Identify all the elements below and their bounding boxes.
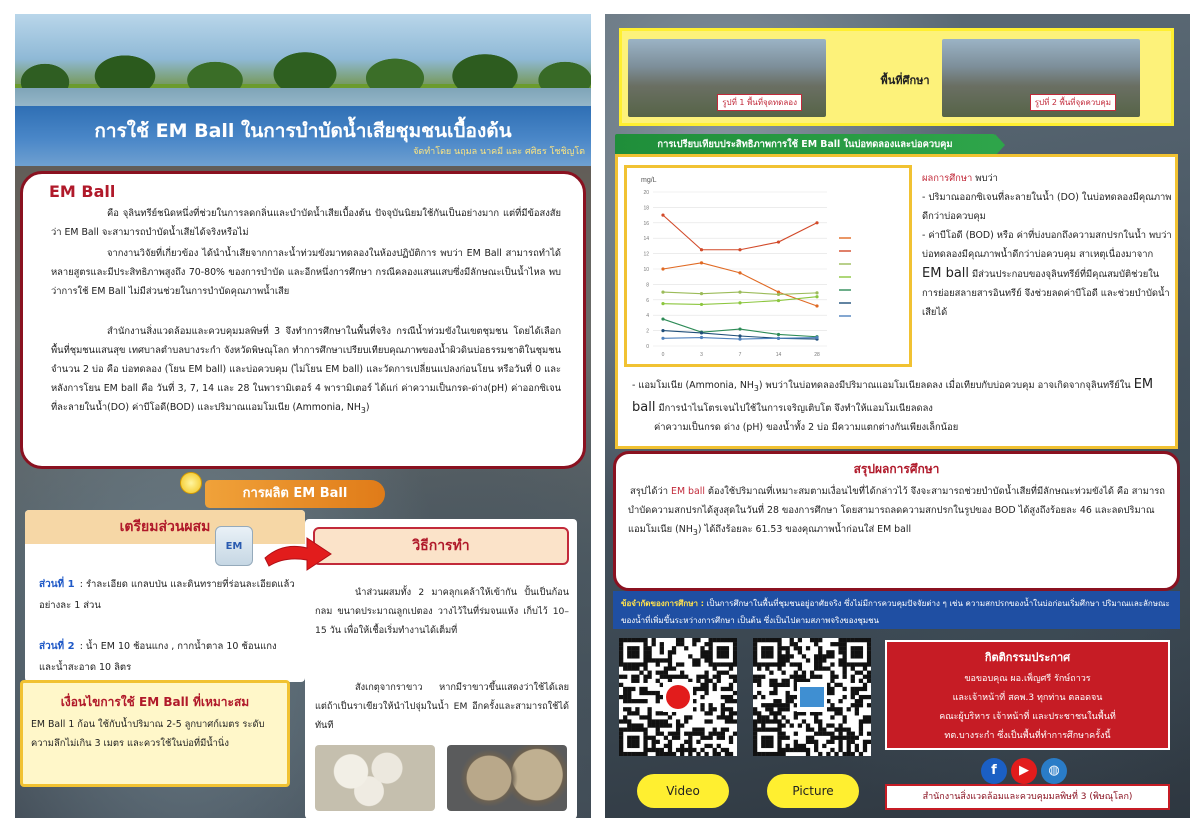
ammonia-result-a: - แอมโมเนีย (Ammonia, NH (632, 380, 754, 391)
ammonia-subscript: 3 (753, 383, 759, 393)
do-result: - ปริมาณออกซิเจนที่ละลายในน้ำ (DO) ในบ่อทดลองมีคุณภาพดีกว่าบ่อควบคุม (922, 192, 1172, 222)
chart-y-tick-label: 6 (646, 297, 649, 304)
ammonia-result-c: มีการนำไนโตรเจนไปใช้ในการเจริญเติบโต จึงทำให้แอมโมเนียลดลง (655, 402, 933, 414)
picture-qr-code[interactable] (753, 638, 871, 756)
conclusion-card (613, 451, 1180, 591)
study-area-label: พื้นที่ศึกษา (880, 74, 930, 87)
chart-point (661, 214, 664, 217)
study-area-bar (619, 28, 1174, 126)
limitations-text: เป็นการศึกษาในพื้นที่ชุมชนอยู่อาศัยจริง ซึ่งไม่มีการควบคุมปัจจัยต่าง ๆ เช่น ความสกปรกของน้ำในบ่อก่อนเริ่มศึกษา ปริมาณและลักษณะของน้ำที่เพิ่มขึ้นระหว่างการศึกษา เป็นต้น ซึ่งเป็นไปตามสภาพจริงของชุมชน (621, 599, 1170, 625)
bod-result-a: - ค่าบีโอดี (BOD) หรือ ค่าที่บ่งบอกถึงความสกปรกในน้ำ พบว่าบ่อทดลองมีคุณภาพน้ำดีกว่าบ่อควบคุม สาเหตุเนื่องมาจาก (922, 230, 1172, 260)
facebook-icon[interactable]: f (981, 758, 1007, 784)
em-jug-icon: EM (215, 526, 253, 566)
nh3-subscript: 3 (360, 405, 366, 415)
ammonia-result-b: ) พบว่าในบ่อทดลองมีปริมาณแอมโมเนียลดลง เมื่อเทียบกับบ่อควบคุม อาจเกิดจากจุลินทรีย์ใน (758, 380, 1134, 391)
chart-point (738, 291, 741, 294)
picture-button[interactable]: Picture (767, 774, 859, 808)
lightbulb-icon (180, 472, 202, 494)
results-detail-text (632, 375, 1172, 437)
chart-point (738, 327, 741, 330)
chart-point (738, 301, 741, 304)
acknowledgement-body (887, 670, 1168, 746)
chart-y-tick-label: 4 (646, 313, 649, 320)
part-1-row (39, 572, 295, 614)
chart-point (815, 295, 818, 298)
acknowledgement-line-3: คณะผู้บริหาร เจ้าหน้าที่ และประชาชนในพื้นที่ (939, 712, 1116, 722)
conclusion-subscript: 3 (692, 527, 698, 537)
right-poster-panel (605, 14, 1190, 818)
method-heading: วิธีการทำ (313, 527, 569, 565)
em-ball-drying-photo (315, 745, 435, 811)
chart-x-tick-label: 3 (700, 352, 703, 358)
chart-series-line (663, 215, 817, 250)
chart-x-tick-label: 7 (738, 352, 742, 358)
results-heading-tail: พบว่า (972, 173, 998, 184)
video-qr-code[interactable] (619, 638, 737, 756)
chart-point (777, 337, 780, 340)
chart-point (661, 337, 664, 340)
part-2-row (39, 634, 295, 676)
chart-y-tick-label: 20 (643, 190, 649, 196)
acknowledgement-line-1: ขอขอบคุณ ผอ.เพ็ญศรี รักษ์ถาวร (964, 674, 1091, 684)
usage-condition-text: EM Ball 1 ก้อน ใช้กับน้ำปริมาณ 2-5 ลูกบาศก์เมตร ระดับความลึกไม่เกิน 3 เมตร และควรใช้ในบ่อที่มีน้ำนิ่ง (31, 719, 265, 749)
chart-point (700, 248, 703, 251)
em-ball-paragraph-3-text: สำนักงานสิ่งแวดล้อมและควบคุมมลพิษที่ 3 จึงทำการศึกษาในพื้นที่จริง กรณีน้ำท่วมขังในเขตชุมชน โดยได้เลือกพื้นที่ชุมชนแสนสุข เทศบาลตำบลบางระกำ จังหวัดพิษณุโลก ทำการศึกษาเปรียบเทียบคุณภาพของน้ำผิวดินบ่อธรรมชาติในชุมชน จำนวน 2 บ่อ คือ บ่อทดลอง (โยน EM ball) และบ่อควบคุม (ไม่โยน EM ball) และวัดการเปลี่ยนแปลงก่อนโยน หรือวันที่ 0 และหลังการโยน EM ball คือ วันที่ 3, 7, 14 และ 28 ในพารามิเตอร์ 4 พารามิเตอร์ ได้แก่ ค่าความเป็นกรด-ด่าง(pH) ค่าออกซิเจนที่ละลายในน้ำ(DO) ค่าบีโอดี(BOD) และปริมาณแอมโมเนีย (Ammonia, NH (51, 326, 561, 413)
chart-x-tick-label: 14 (775, 352, 782, 358)
results-line-chart (627, 168, 909, 364)
chart-point (777, 293, 780, 296)
acknowledgement-line-4: ทต.บางระกำ ซึ่งเป็นพื้นที่ทำการศึกษาครั้งนี้ (944, 731, 1111, 741)
usage-condition-card (20, 680, 290, 787)
qr-pattern-picture (753, 638, 871, 756)
em-ball-closeup-photo (447, 745, 567, 811)
results-summary-text (922, 169, 1172, 322)
chart-point (738, 334, 741, 337)
part-1-text: : รำละเอียด แกลบป่น และดินทรายที่ร่อนละเอียดแล้ว อย่างละ 1 ส่วน (39, 579, 295, 611)
experiment-site-photo (628, 39, 826, 117)
chart-y-axis-label: mg/L (641, 177, 657, 184)
chart-point (661, 302, 664, 305)
chart-point (700, 336, 703, 339)
chart-point (777, 333, 780, 336)
conclusion-text-c: ) ได้ถึงร้อยละ 61.53 ของคุณภาพน้ำก่อนใส่ EM ball (697, 524, 912, 535)
chart-y-tick-label: 8 (646, 282, 649, 289)
youtube-icon[interactable]: ▶ (1011, 758, 1037, 784)
youtube-logo-icon (666, 685, 690, 709)
method-paragraph-1: นำส่วนผสมทั้ง 2 มาคลุกเคล้าให้เข้ากัน ปั้นเป็นก้อนกลม ขนาดประมาณลูกเปตอง วางไว้ในที่ร่มจนแห้ง เก็บไว้ 10–15 วัน เพื่อให้เชื้อเริ่มทำงานได้เต็มที่ (315, 587, 569, 636)
bod-result-b: มีส่วนประกอบของจุลินทรีย์ที่มีคุณสมบัติช่วยในการย่อยสลายสารอินทรีย์ จึงช่วยลดค่าบีโอดี และช่วยบำบัดน้ำเสียได้ (922, 269, 1170, 318)
ammonia-em-ball: EM ball (632, 377, 1154, 415)
chart-point (700, 303, 703, 306)
chart-grid (653, 192, 827, 346)
bod-em-ball: EM ball (922, 266, 970, 281)
chart-lines (661, 214, 818, 341)
conclusion-text-b: ต้องใช้ปริมาณที่เหมาะสมตามเงื่อนไขที่ได้กล่าวไว้ จึงจะสามารถช่วยบำบัดน้ำเสียที่มีลักษณะท่วมขังได้ คือ สามารถบำบัดความสกปรกได้สูงสุดในวันที่ 28 ของการศึกษา โดยสามารถลดความสกปรกในรูปของ BOD ได้สูงถึงร้อยละ 46 และลดปริมาณแอมโมเนีย (NH (628, 486, 1165, 535)
conclusion-heading: สรุปผลการศึกษา (853, 462, 940, 476)
arrow-right-icon (263, 534, 333, 574)
part-1-label: ส่วนที่ 1 (39, 579, 75, 590)
part-2-label: ส่วนที่ 2 (39, 641, 75, 652)
method-paragraph-2: สังเกตุจากราขาว หากมีราขาวขึ้นแสดงว่าใช้ได้เลย แต่ถ้าเป็นราเขียวให้นำไปจุ่มในน้ำ EM อีกครั้งและสามารถใช้ได้ทันที (315, 682, 569, 731)
chart-y-tick-label: 18 (643, 205, 649, 212)
acknowledgement-heading: กิตติกรรมประกาศ (984, 651, 1071, 664)
part-2-text: : น้ำ EM 10 ช้อนแกง , กากน้ำตาล 10 ช้อนแกง และน้ำสะอาด 10 ลิตร (39, 641, 277, 673)
chart-point (661, 317, 664, 320)
chart-point (815, 221, 818, 224)
production-ribbon: การผลิต EM Ball (205, 480, 385, 508)
results-card (615, 154, 1178, 449)
chart-y-tick-label: 12 (643, 251, 649, 258)
chart-point (700, 331, 703, 334)
chart-point (738, 248, 741, 251)
em-ball-intro-card (20, 171, 586, 469)
qr-pattern-video (619, 638, 737, 756)
em-ball-paragraph-3 (51, 322, 561, 420)
acknowledgement-line-2: และเจ้าหน้าที่ สคพ.3 ทุกท่าน ตลอดจน (952, 693, 1103, 703)
em-ball-paragraph-2: จากงานวิจัยที่เกี่ยวข้อง ได้นำน้ำเสียจากกาละน้ำท่วมขังมาทดลองในห้องปฏิบัติการ พบว่า EM Ball สามารถทำได้หลายสูตรและมีประสิทธิภาพสูงถึง 70-80% ของการบำบัด และอีกหนึ่งการศึกษา กรณีคลองแสนแสบซึ่งมีลักษณะเป็นน้ำไหล พบว่าการใช้ EM Ball ไม่มีส่วนช่วยในการบำบัดคุณภาพน้ำเสีย (51, 248, 561, 297)
results-chart-frame (624, 165, 912, 367)
chart-point (815, 336, 818, 339)
chart-point (738, 337, 741, 340)
chart-point (777, 299, 780, 302)
chart-point (815, 304, 818, 307)
author-line: จัดทำโดย นฤมล นาคมี และ ศศิธร โชชิญโต (413, 147, 585, 157)
left-poster-panel (15, 14, 591, 818)
conclusion-text (628, 482, 1168, 542)
usage-condition-heading: เงื่อนไขการใช้ EM Ball ที่เหมาะสม (60, 695, 250, 709)
chart-x-tick-label: 0 (661, 352, 665, 358)
control-site-photo (942, 39, 1140, 117)
em-ball-paragraph-1: คือ จุลินทรีย์ชนิดหนึ่งที่ช่วยในการลดกลิ่นและบำบัดน้ำเสียเบื้องต้น ปัจจุบันนิยมใช้กันเป็นอย่างมาก แต่ที่มีข้อสงสัยว่า EM Ball จะสามารถบำบัดน้ำเสียได้จริงหรือไม่ (51, 208, 561, 238)
chart-point (700, 292, 703, 295)
preparation-heading: เตรียมส่วนผสม (25, 510, 305, 544)
results-heading: ผลการศึกษา (922, 173, 973, 184)
ammonia-result (632, 375, 1172, 418)
chart-point (661, 267, 664, 270)
limitations-card (613, 591, 1180, 629)
chart-point (738, 271, 741, 274)
chart-y-tick-label: 16 (643, 220, 649, 227)
chart-y-tick-label: 2 (646, 328, 649, 335)
method-card (305, 519, 577, 818)
globe-icon[interactable]: ◍ (1041, 758, 1067, 784)
video-button[interactable]: Video (637, 774, 729, 808)
photo-2-caption: รูปที่ 2 พื้นที่จุดควบคุม (1030, 94, 1116, 111)
chart-point (700, 261, 703, 264)
conclusion-em-ball: EM ball (671, 486, 705, 497)
chart-ticks (643, 190, 820, 358)
em-ball-heading: EM Ball (49, 182, 116, 201)
chart-y-tick-label: 10 (643, 267, 649, 273)
chart-y-tick-label: 14 (643, 236, 649, 243)
em-ball-paragraph-3-end: ) (365, 402, 370, 413)
acknowledgement-box (885, 640, 1170, 750)
comparison-ribbon: การเปรียบเทียบประสิทธิภาพการใช้ EM Ball ในบ่อทดลองและบ่อควบคุม (615, 134, 995, 156)
chart-point (777, 240, 780, 243)
conclusion-text-a: สรุปได้ว่า (630, 486, 672, 497)
chart-point (815, 291, 818, 294)
chart-y-tick-label: 0 (646, 344, 649, 350)
ph-result: ค่าความเป็นกรด ด่าง (pH) ของน้ำทั้ง 2 บ่อ มีความแตกต่างกันเพียงเล็กน้อย (654, 421, 959, 433)
chart-point (661, 291, 664, 294)
poster-title: การใช้ EM Ball ในการบำบัดน้ำเสียชุมชนเบื้องต้น (94, 120, 512, 142)
office-name-label: สำนักงานสิ่งแวดล้อมและควบคุมมลพิษที่ 3 (พิษณุโลก) (885, 784, 1170, 810)
image-gallery-icon (800, 687, 824, 707)
limitations-label: ข้อจำกัดของการศึกษา : (621, 599, 704, 608)
results-heading-line (922, 169, 1172, 188)
chart-point (661, 329, 664, 332)
chart-x-tick-label: 28 (814, 352, 820, 358)
bod-result (922, 226, 1172, 322)
photo-1-caption: รูปที่ 1 พื้นที่จุดทดลอง (717, 94, 802, 111)
chart-legend (839, 238, 851, 316)
